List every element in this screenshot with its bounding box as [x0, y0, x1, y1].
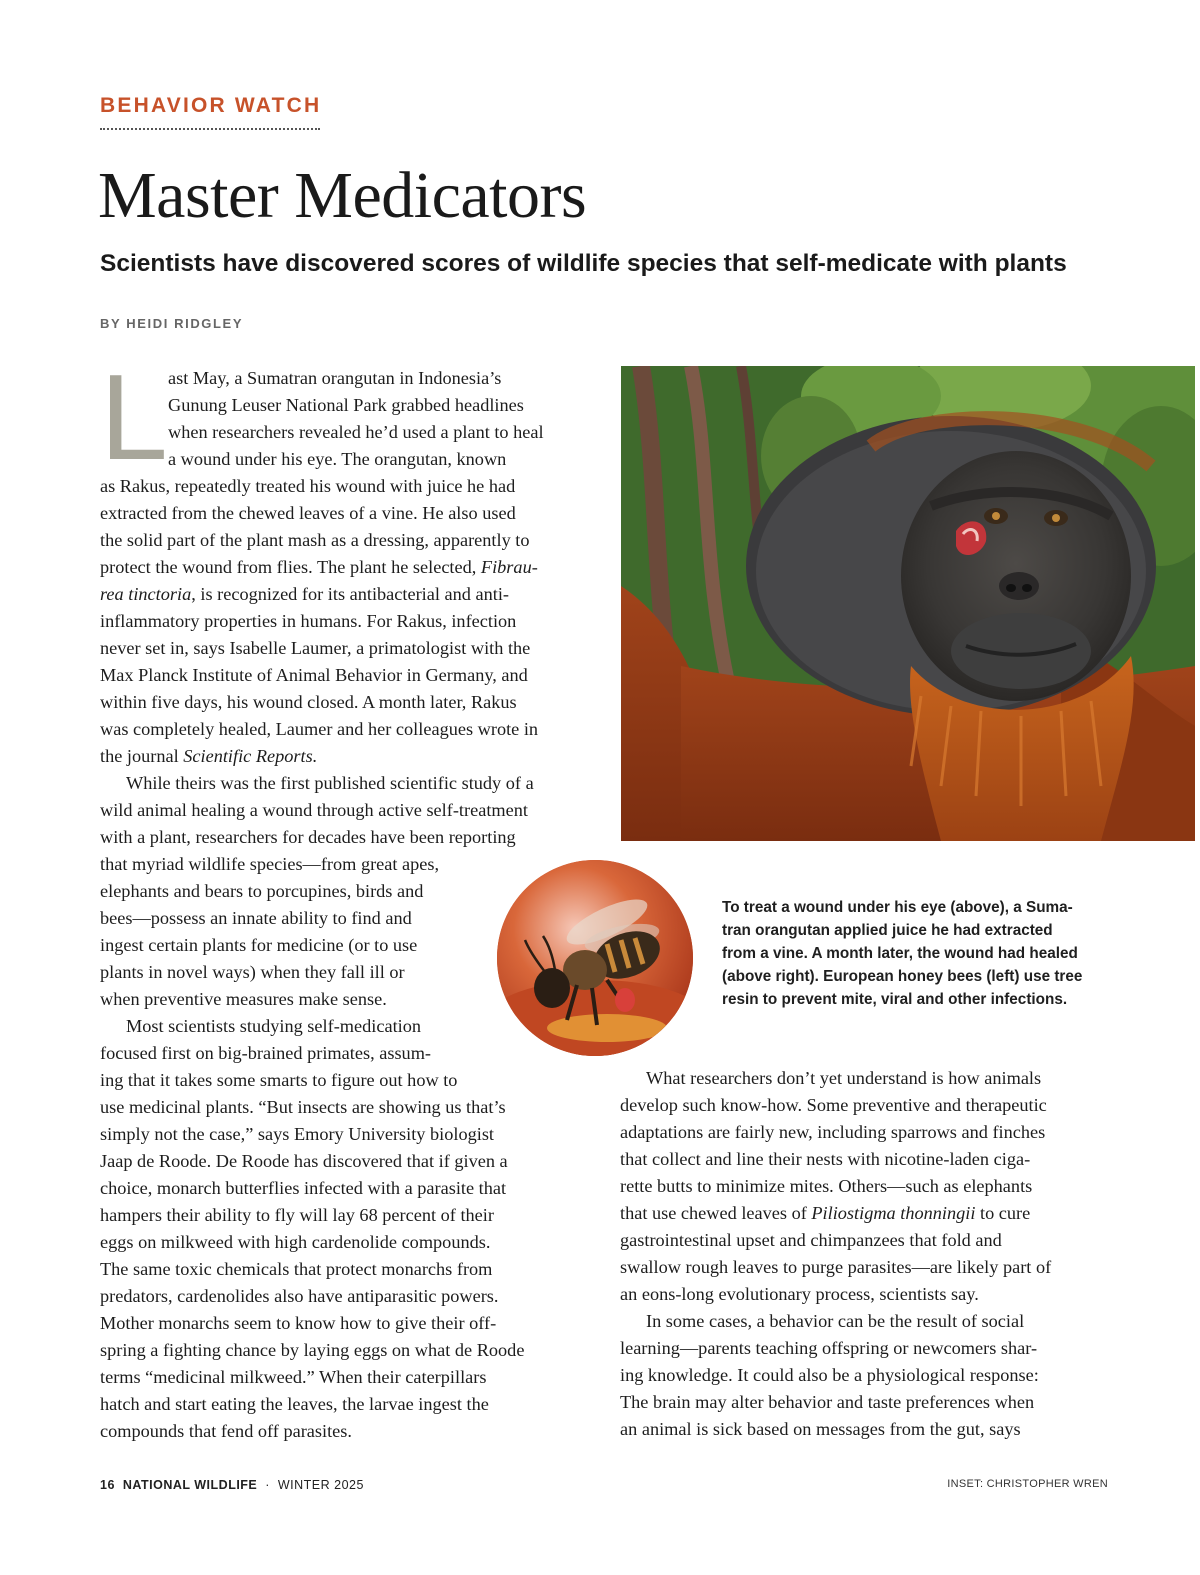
- text-line: an animal is sick based on messages from the gut, says: [620, 1419, 1021, 1439]
- caption-line: from a vine. A month later, the wound had healed: [722, 945, 1078, 962]
- text-line: The same toxic chemicals that protect monarchs from: [100, 1259, 493, 1279]
- text-run: protect the wound from flies. The plant he selected,: [100, 557, 481, 577]
- text-line: when preventive measures make sense.: [100, 989, 387, 1009]
- text-line: In some cases, a behavior can be the result of social: [646, 1311, 1025, 1331]
- article-column-1: [100, 349, 544, 1445]
- honey-bee-photo: [497, 860, 693, 1056]
- text-line: ing knowledge. It could also be a physiological response:: [620, 1365, 1039, 1385]
- text-line: adaptations are fairly new, including sparrows and finches: [620, 1122, 1046, 1142]
- text-line: Mother monarchs seem to know how to give their off-: [100, 1313, 497, 1333]
- text-line: rette butts to minimize mites. Others—such as elephants: [620, 1176, 1033, 1196]
- footer-separator: ·: [265, 1478, 270, 1492]
- text-run: the journal: [100, 746, 184, 766]
- text-line: develop such know-how. Some preventive and therapeutic: [620, 1095, 1047, 1115]
- text-line: with a plant, researchers for decades have been reporting: [100, 827, 516, 847]
- text-line: eggs on milkweed with high cardenolide compounds.: [100, 1232, 491, 1252]
- caption-line: resin to prevent mite, viral and other infections.: [722, 991, 1068, 1008]
- article-column-2: [620, 1065, 1051, 1443]
- text-line: a wound under his eye. The orangutan, known: [168, 449, 507, 469]
- text-line: was completely healed, Laumer and her colleagues wrote in: [100, 719, 539, 739]
- text-line: ast May, a Sumatran orangutan in Indonesia’s: [168, 368, 502, 388]
- photo-credit: INSET: CHRISTOPHER WREN: [947, 1478, 1108, 1490]
- caption-line: tran orangutan applied juice he had extracted: [722, 922, 1053, 939]
- dotted-divider: [100, 128, 320, 130]
- text-line: bees—possess an innate ability to find and: [100, 908, 412, 928]
- journal-title: Scientific Reports.: [183, 746, 318, 766]
- text-line: Gunung Leuser National Park grabbed headlines: [168, 395, 524, 415]
- text-line: an eons-long evolutionary process, scientists say.: [620, 1284, 979, 1304]
- drop-cap: L: [100, 349, 168, 485]
- text-line: inflammatory properties in humans. For Rakus, infection: [100, 611, 517, 631]
- text-line: that collect and line their nests with nicotine-laden ciga-: [620, 1149, 1031, 1169]
- text-line: [620, 1200, 1051, 1227]
- issue-date: WINTER 2025: [277, 1478, 364, 1492]
- text-run: , is recognized for its antibacterial and anti-: [191, 584, 509, 604]
- text-line: [100, 581, 544, 608]
- text-line: gastrointestinal upset and chimpanzees that fold and: [620, 1230, 1002, 1250]
- magazine-name: NATIONAL WILDLIFE: [122, 1478, 258, 1492]
- text-line: within five days, his wound closed. A month later, Rakus: [100, 692, 517, 712]
- text-line: predators, cardenolides also have antiparasitic powers.: [100, 1286, 499, 1306]
- text-line: use medicinal plants. “But insects are showing us that’s: [100, 1097, 506, 1117]
- text-line: [100, 743, 544, 770]
- text-line: Most scientists studying self-medication: [126, 1016, 422, 1036]
- text-run: to cure: [975, 1203, 1031, 1223]
- page-title: Master Medicators: [98, 159, 587, 232]
- subtitle-dek: Scientists have discovered scores of wildlife species that self-medicate with plants: [100, 250, 1067, 277]
- text-line: The brain may alter behavior and taste preferences when: [620, 1392, 1035, 1412]
- text-line: elephants and bears to porcupines, birds and: [100, 881, 424, 901]
- text-line: Jaap de Roode. De Roode has discovered that if given a: [100, 1151, 508, 1171]
- text-line: While theirs was the first published scientific study of a: [126, 773, 534, 793]
- text-line: focused first on big-brained primates, assum-: [100, 1043, 432, 1063]
- text-line: wild animal healing a wound through active self-treatment: [100, 800, 528, 820]
- text-line: when researchers revealed he’d used a plant to heal: [168, 422, 544, 442]
- species-name: Fibrau-: [480, 557, 538, 577]
- photo-caption: [722, 896, 1122, 1011]
- caption-line: (above right). European honey bees (left) use tree: [722, 968, 1083, 985]
- text-line: that myriad wildlife species—from great apes,: [100, 854, 440, 874]
- text-run: that use chewed leaves of: [620, 1203, 812, 1223]
- text-line: simply not the case,” says Emory University biologist: [100, 1124, 495, 1144]
- text-line: the solid part of the plant mash as a dressing, apparently to: [100, 530, 530, 550]
- page-number: 16: [100, 1478, 115, 1492]
- text-line: Max Planck Institute of Animal Behavior in Germany, and: [100, 665, 528, 685]
- text-line: ing that it takes some smarts to figure out how to: [100, 1070, 458, 1090]
- text-line: hampers their ability to fly will lay 68 percent of their: [100, 1205, 494, 1225]
- text-line: plants in novel ways) when they fall ill or: [100, 962, 405, 982]
- text-line: [100, 554, 544, 581]
- text-line: compounds that fend off parasites.: [100, 1421, 352, 1441]
- text-line: swallow rough leaves to purge parasites—are likely part of: [620, 1257, 1052, 1277]
- text-line: as Rakus, repeatedly treated his wound with juice he had: [100, 476, 516, 496]
- text-line: hatch and start eating the leaves, the larvae ingest the: [100, 1394, 489, 1414]
- byline: BY HEIDI RIDGLEY: [100, 316, 244, 331]
- text-line: spring a fighting chance by laying eggs on what de Roode: [100, 1340, 525, 1360]
- section-label: BEHAVIOR WATCH: [100, 94, 322, 117]
- text-line: learning—parents teaching offspring or newcomers shar-: [620, 1338, 1038, 1358]
- species-name: rea tinctoria: [100, 584, 192, 604]
- orangutan-photo: [621, 366, 1195, 841]
- text-line: never set in, says Isabelle Laumer, a primatologist with the: [100, 638, 531, 658]
- text-line: ingest certain plants for medicine (or to use: [100, 935, 418, 955]
- species-name: Piliostigma thonningii: [811, 1203, 976, 1223]
- text-line: What researchers don’t yet understand is how animals: [646, 1068, 1042, 1088]
- text-line: extracted from the chewed leaves of a vine. He also used: [100, 503, 516, 523]
- text-line: choice, monarch butterflies infected with a parasite that: [100, 1178, 507, 1198]
- caption-line: To treat a wound under his eye (above), a Suma-: [722, 899, 1073, 916]
- text-line: terms “medicinal milkweed.” When their caterpillars: [100, 1367, 487, 1387]
- page-footer: [100, 1478, 364, 1492]
